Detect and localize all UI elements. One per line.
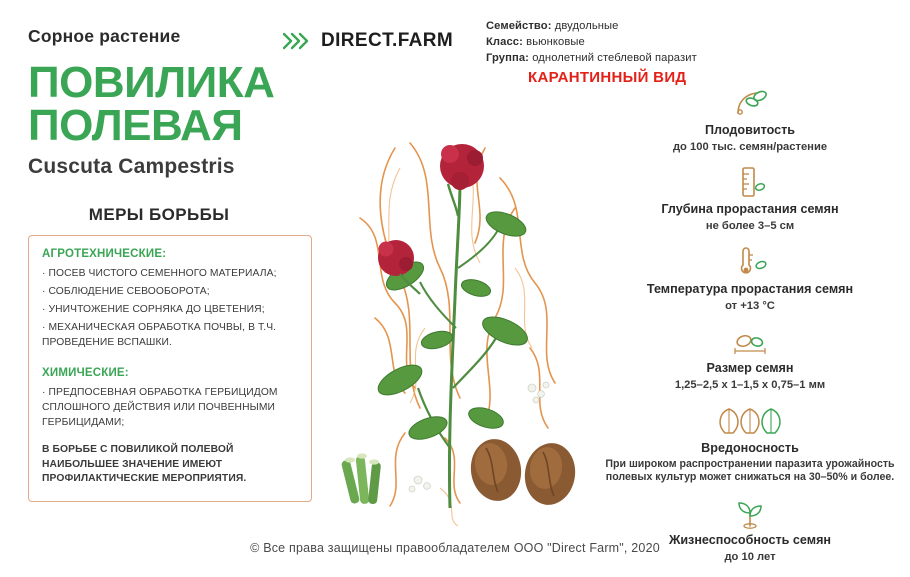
ruler-seed-icon	[600, 165, 900, 199]
taxonomy-meta	[486, 20, 886, 86]
meta-row-group	[486, 52, 886, 64]
list-item: · УНИЧТОЖЕНИЕ СОРНЯКА ДО ЦВЕТЕНИЯ;	[42, 304, 265, 316]
page-title-line1: ПОВИЛИКА	[28, 58, 275, 107]
chevrons-icon	[283, 32, 313, 50]
meta-row-family	[486, 20, 886, 32]
list-item: · МЕХАНИЧЕСКАЯ ОБРАБОТКА ПОЧВЫ, В Т.Ч. ПРОВЕДЕНИЕ ВСПАШКИ.	[42, 321, 277, 348]
list-item: · ПОСЕВ ЧИСТОГО СЕМЕННОГО МАТЕРИАЛА;	[42, 268, 277, 280]
measures-box	[28, 235, 312, 502]
meta-label-group: Группа:	[486, 52, 529, 64]
chemical-heading: ХИМИЧЕСКИЕ:	[42, 366, 129, 379]
fact-title: Размер семян	[706, 361, 794, 376]
kicker-label: Сорное растение	[28, 26, 181, 46]
fact-title: Глубина прорастания семян	[661, 202, 839, 217]
fact-value: При широком распространении паразита урожайность полевых культур может снижаться на 30–50% и более.	[605, 457, 895, 484]
viability-sprout-icon	[600, 496, 900, 530]
meta-label-class: Класс:	[486, 36, 523, 48]
list-item: · СОБЛЮДЕНИЕ СЕВООБОРОТА;	[42, 286, 210, 298]
meta-row-class	[486, 36, 886, 48]
meta-label-family: Семейство:	[486, 20, 552, 32]
thermometer-seed-icon	[600, 245, 900, 279]
fact-value: до 10 лет	[724, 550, 776, 563]
fact-germination-temperature	[600, 245, 900, 313]
list-item: · ПРЕДПОСЕВНАЯ ОБРАБОТКА ГЕРБИЦИДОМ СПЛОШНОГО ДЕЙСТВИЯ ИЛИ ПОЧВЕННЫМИ ГЕРБИЦИДАМИ;	[42, 386, 278, 428]
fact-title: Температура прорастания семян	[646, 281, 854, 296]
fact-seed-size	[600, 324, 900, 392]
meta-value-family: двудольные	[554, 20, 619, 32]
measures-note: В БОРЬБЕ С ПОВИЛИКОЙ ПОЛЕВОЙ НАИБОЛЬШЕЕ ЗНАЧЕНИЕ ИМЕЮТ ПРОФИЛАКТИЧЕСКИЕ МЕРОПРИЯТИЯ.	[42, 443, 247, 485]
fact-title: Вредоносность	[701, 440, 799, 455]
page-title-line2: ПОЛЕВАЯ	[28, 101, 243, 151]
latin-name: Cuscuta Campestris	[28, 155, 235, 179]
fact-value: не более 3–5 см	[705, 220, 795, 233]
measures-heading: МЕРЫ БОРЬБЫ	[88, 205, 230, 225]
agrotechnical-heading: АГРОТЕХНИЧЕСКИЕ:	[42, 248, 167, 261]
fact-title: Плодовитость	[704, 123, 796, 137]
brand-logo-text: DIRECT.FARM	[321, 30, 454, 51]
fact-value: от +13 °С	[725, 299, 775, 312]
page-title	[28, 58, 328, 151]
facts-column	[600, 86, 900, 576]
fact-germination-depth	[600, 165, 900, 233]
seed-pod-icon	[600, 86, 900, 120]
brand-logo	[283, 30, 453, 52]
plant-illustration	[300, 88, 620, 528]
footer-copyright: © Все права защищены правообладателем ООО "Direct Farm", 2020	[250, 541, 660, 555]
quarantine-badge: КАРАНТИННЫЙ ВИД	[528, 69, 687, 86]
fact-fecundity	[600, 86, 900, 154]
harmfulness-leaves-icon	[600, 404, 900, 438]
fact-harmfulness	[600, 404, 900, 485]
seeds-size-icon	[600, 324, 900, 358]
agrotechnical-list	[42, 267, 298, 351]
meta-value-class: вьюнковые	[526, 36, 585, 48]
chemical-list	[42, 386, 298, 431]
meta-value-group: однолетний стеблевой паразит	[532, 52, 697, 64]
fact-value: до 100 тыс. семян/растение	[672, 140, 828, 153]
fact-value: 1,25–2,5 х 1–1,5 х 0,75–1 мм	[674, 379, 826, 392]
left-column	[28, 26, 328, 502]
fact-title: Жизнеспособность семян	[668, 533, 832, 548]
